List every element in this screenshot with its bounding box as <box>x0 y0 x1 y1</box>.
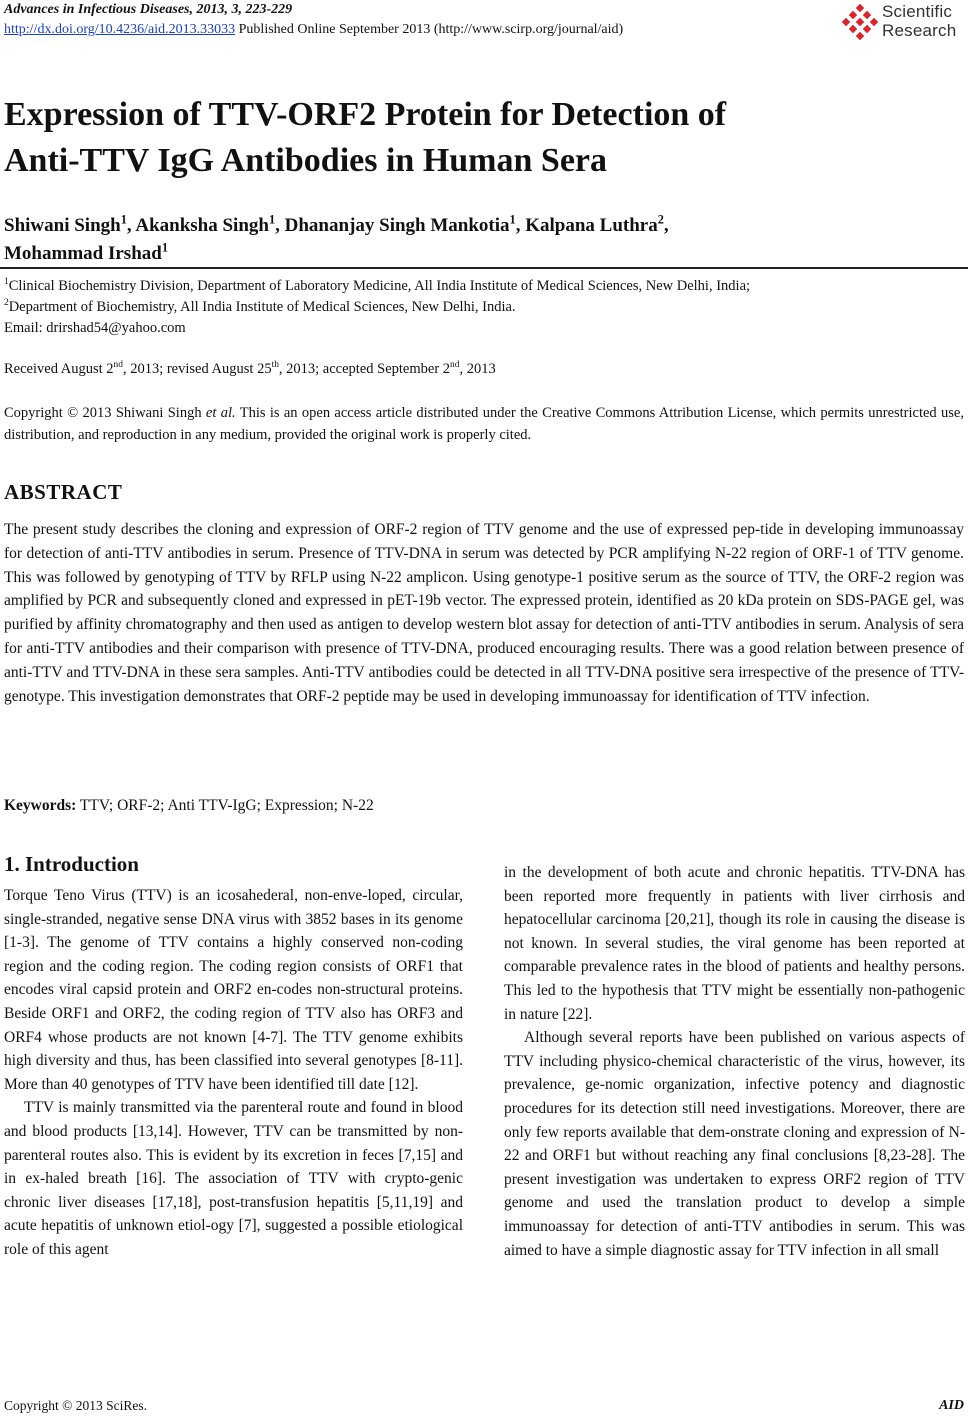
paragraph: TTV is mainly transmitted via the parenteral route and found in blood and blood products [13,14]. However, TTV can be transmitted by non-parenteral routes also. This is evident by its excretion in feces [7,15] and in ex-haled breath [16]. The association of TTV with crypto-genic chronic liver diseases [17,18], post-transfusion hepatitis [5,11,19] and acute hepatitis of unknown etiol-ogy [7], suggested a possible etiological role of this agent <box>4 1099 463 1258</box>
body-column-left <box>4 884 463 1262</box>
abstract-heading: ABSTRACT <box>4 480 123 504</box>
author-separator: , <box>126 215 136 236</box>
doi-link[interactable]: http://dx.doi.org/10.4236/aid.2013.33033 <box>4 22 236 37</box>
author-affiliation-mark: 1 <box>161 240 168 255</box>
author-affiliation-mark: 2 <box>657 212 664 227</box>
keywords-text: TTV; ORF-2; Anti TTV-IgG; Expression; N-22 <box>76 797 374 814</box>
logo-mark-icon <box>842 4 878 40</box>
volume-info: , 2013, 3, 223-229 <box>189 2 293 17</box>
article-dates <box>4 361 496 378</box>
keywords-label: Keywords: <box>4 797 77 814</box>
date-year: , 2013 <box>459 361 496 377</box>
copyright-etal: et al. <box>205 405 236 421</box>
author-name: Kalpana Luthra <box>525 215 658 236</box>
date-suffix: nd <box>113 360 123 371</box>
article-title <box>4 92 944 184</box>
accepted-date: , 2013; accepted September 2 <box>278 361 451 377</box>
scientific-research-logo <box>842 2 966 44</box>
paragraph: in the development of both acute and chronic hepatitis. TTV-DNA has been reported more frequently in patients with liver cirrhosis and hepatocellular carcinoma [20,21], though its role in causing the disease is not known. In several studies, the viral genome has been reported at comparable prevalence rates in the blood of patients and healthy persons. This led to the hypothesis that TTV might be essentially non-pathogenic in nature [22]. <box>504 864 965 1023</box>
author-affiliation-mark: 1 <box>120 212 127 227</box>
author-name: Dhananjay Singh Mankotia <box>284 215 510 236</box>
logo-line-1: Scientific <box>882 2 953 21</box>
paragraph: Although several reports have been published on various aspects of TTV including physico-chemical characteristic of the virus, however, its prevalence, ge-nomic organization, infective potency and diagnostic procedures for its detection still need investigations. Moreover, there are only few reports available that dem-onstrate cloning and expression of N-22 and ORF1 but without reaching any final conclusions [8,23-28]. The present investigation was undertaken to express ORF2 region of TTV genome and used the translation product to develop a simple immunoassay for detection of anti-TTV antibodies in serum. This was aimed to have a simple diagnostic assay for TTV infection in all small <box>504 1029 965 1259</box>
author-name: Mohammad Irshad <box>4 243 162 264</box>
footer-copyright: Copyright © 2013 SciRes. <box>4 1398 148 1413</box>
affiliation-text: Clinical Biochemistry Division, Department of Laboratory Medicine, All India Institute of Medical Sciences, New Delhi, India; <box>8 278 751 294</box>
author-separator: , <box>275 215 285 236</box>
abstract-text: The present study describes the cloning and expression of ORF-2 region of TTV genome and the use of expressed pep-tide in developing immunoassay for detection of anti-TTV antibodies in serum. Presence of TTV-DNA in serum was detected by PCR amplifying N-22 region of ORF-1 of TTV genome. This was followed by genotyping of TTV by RFLP using N-22 amplicon. Using genotype-1 positive serum as the source of TTV, the ORF-2 region was amplified by PCR and subsequently cloned and expressed in pET-19b vector. The expressed protein, identified as 20 kDa protein on SDS-PAGE gel, was purified by affinity chromatography and then used as antigen to develop western blot assay for detection of anti-TTV antibodies in serum. Analysis of sera for anti-TTV antibodies and their comparison with presence of TTV-DNA, produced encouraging results. There was a good relation between presence of anti-TTV and TTV-DNA in these sera samples. Anti-TTV antibodies could be detected in all TTV-DNA positive sera irrespective of the presence of TTV-genotype. This investigation demonstrates that ORF-2 peptide may be used in developing immunoassay for identification of TTV infection. <box>4 521 964 705</box>
corresponding-email: Email: drirshad54@yahoo.com <box>4 320 186 336</box>
header-divider <box>0 267 968 269</box>
title-line-2: Anti-TTV IgG Antibodies in Human Sera <box>4 142 608 179</box>
affiliation-mark: 1 <box>4 277 9 288</box>
paragraph: Torque Teno Virus (TTV) is an icosahederal, non-enve-loped, circular, single-stranded, negative sense DNA virus with 3852 bases in its genome [1-3]. The genome of TTV contains a highly conserved non-coding region and the coding region. The coding region consists of ORF1 that encodes viral capsid protein and ORF2 en-codes non-structural proteins. Beside ORF1 and ORF2, the coding region of TTV also has ORF3 and ORF4 whose products are not known [4-7]. The TTV genome exhibits high diversity and thus, has been classified into several genotypes [8-11]. More than 40 genotypes of TTV have been identified till date [12]. <box>4 887 463 1093</box>
introduction-heading: 1. Introduction <box>4 852 139 876</box>
logo-text <box>882 2 956 40</box>
author-affiliation-mark: 1 <box>509 212 516 227</box>
affiliation-2 <box>4 297 964 318</box>
affiliation-1 <box>4 276 964 297</box>
publication-line <box>4 22 623 38</box>
date-suffix: th <box>271 360 279 371</box>
author-separator: , <box>663 215 669 236</box>
title-line-1: Expression of TTV-ORF2 Protein for Detection of <box>4 96 727 133</box>
published-info: Published Online September 2013 (http://www.scirp.org/journal/aid) <box>235 22 624 37</box>
affiliation-text: Department of Biochemistry, All India Institute of Medical Sciences, New Delhi, India. <box>8 299 516 315</box>
author-name: Shiwani Singh <box>4 215 121 236</box>
affiliation-mark: 2 <box>4 298 9 309</box>
revised-date: , 2013; revised August 25 <box>122 361 272 377</box>
logo-line-2: Research <box>882 21 957 40</box>
copyright-notice <box>4 402 964 446</box>
date-suffix: nd <box>450 360 460 371</box>
author-list <box>4 212 962 268</box>
author-separator: , <box>515 215 526 236</box>
author-name: Akanksha Singh <box>135 215 269 236</box>
journal-header <box>4 2 292 18</box>
copyright-prefix: Copyright © 2013 Shiwani Singh <box>4 405 206 421</box>
footer-journal-abbrev: AID <box>939 1398 964 1413</box>
body-column-right <box>504 861 965 1262</box>
author-affiliation-mark: 1 <box>268 212 276 227</box>
keywords <box>4 797 374 815</box>
affiliations <box>4 276 964 339</box>
copyright-license: This is an open access article distributed under the Creative Commons Attribution License, which permits unrestricted use, distribution, and reproduction in any medium, provided the original work is properly cited. <box>4 405 964 443</box>
received-date: Received August 2 <box>4 361 114 377</box>
journal-name: Advances in Infectious Diseases <box>4 2 190 17</box>
